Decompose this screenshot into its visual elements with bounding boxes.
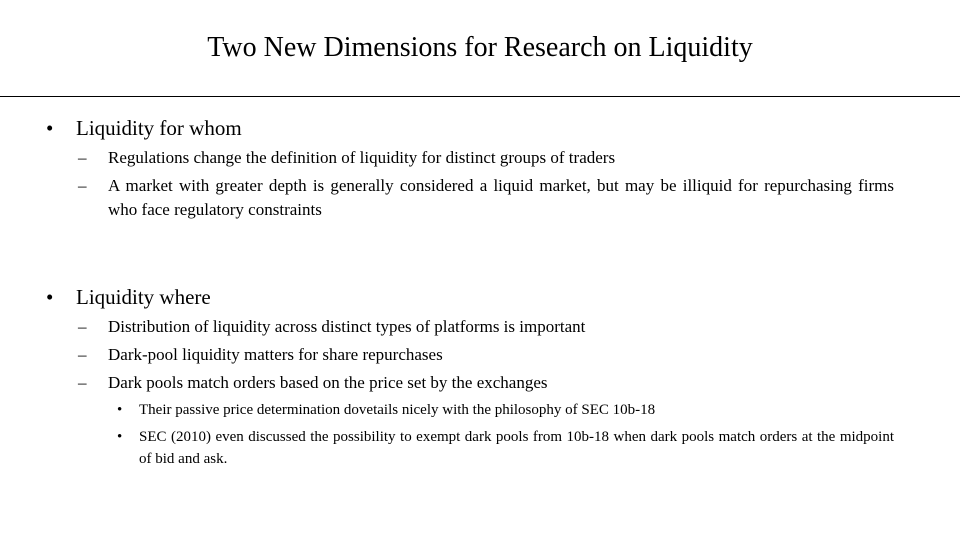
sub-list-item-text: Their passive price determination dovetails nicely with the philosophy of SEC 10b-18 xyxy=(139,402,656,418)
section-heading-text: Liquidity where xyxy=(76,285,211,309)
sub-list-item-text: SEC (2010) even discussed the possibility to exempt dark pools from 10b-18 when dark pools match orders at the midpoint of bid and ask. xyxy=(139,429,894,467)
list-item xyxy=(78,343,894,367)
dash-icon: – xyxy=(78,176,87,195)
title-divider xyxy=(0,96,960,97)
list-item xyxy=(78,174,894,222)
sub-bullet-icon: • xyxy=(117,429,123,445)
sub-list-item xyxy=(117,399,894,421)
slide-title: Two New Dimensions for Research on Liquidity xyxy=(207,32,753,63)
dash-icon: – xyxy=(78,373,87,392)
list-item xyxy=(78,371,894,395)
section-heading-text: Liquidity for whom xyxy=(76,116,242,140)
dash-icon: – xyxy=(78,345,87,364)
list-item xyxy=(78,146,894,170)
sub-list-item xyxy=(117,426,894,470)
list-item xyxy=(78,315,894,339)
section-heading-liquidity-where xyxy=(46,284,211,310)
bullet-icon: • xyxy=(46,116,54,140)
dash-icon: – xyxy=(78,317,87,336)
dash-icon: – xyxy=(78,148,87,167)
list-item-text: Dark-pool liquidity matters for share repurchases xyxy=(108,345,443,364)
list-item-text: Regulations change the definition of liquidity for distinct groups of traders xyxy=(108,148,616,167)
list-item-text: A market with greater depth is generally considered a liquid market, but may be illiquid for repurchasing firms who face regulatory constraints xyxy=(108,176,894,219)
bullet-icon: • xyxy=(46,285,54,309)
sub-bullet-icon: • xyxy=(117,402,123,418)
section-heading-liquidity-for-whom xyxy=(46,115,242,141)
list-item-text: Distribution of liquidity across distinct types of platforms is important xyxy=(108,317,586,336)
list-item-text: Dark pools match orders based on the price set by the exchanges xyxy=(108,373,548,392)
